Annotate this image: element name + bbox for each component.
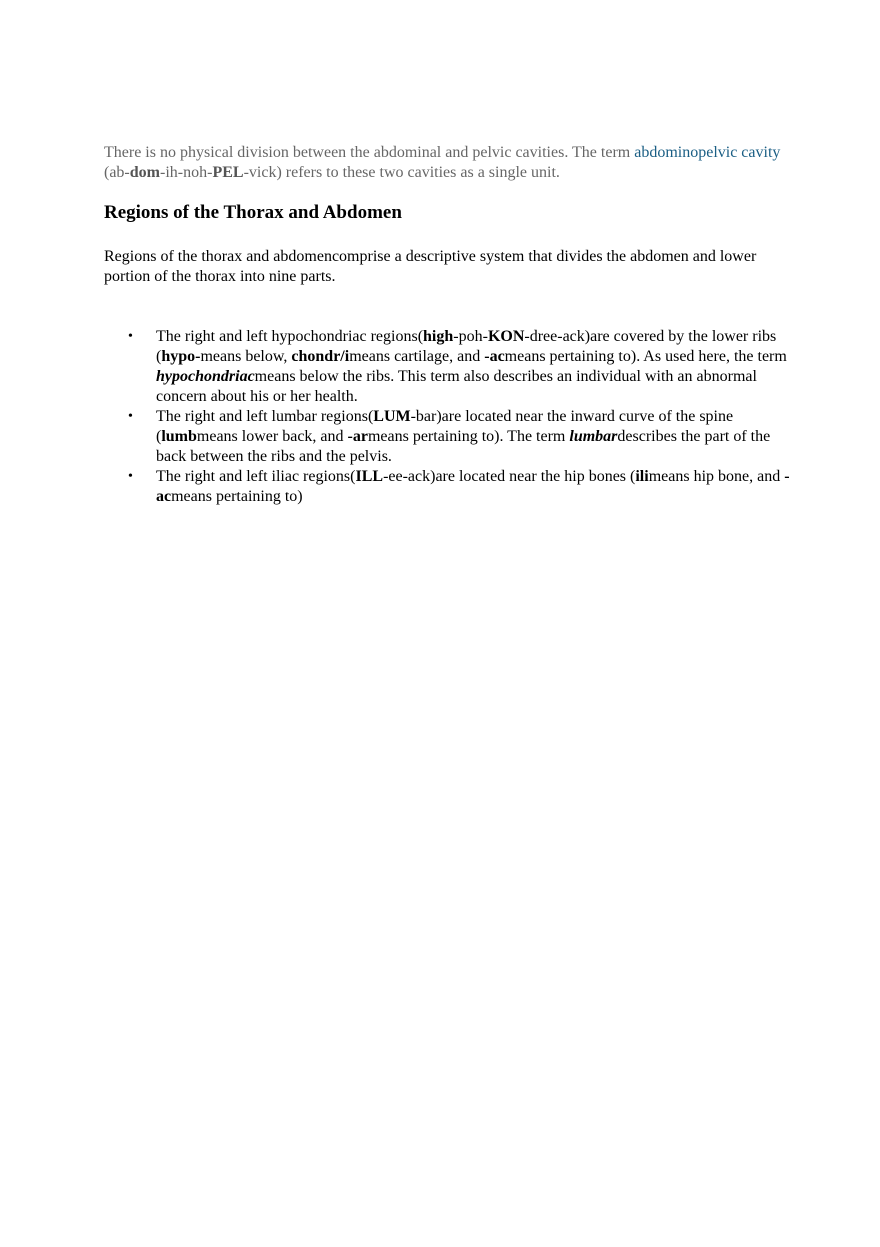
item-text: The right and left hypochondriac regions( [156, 328, 424, 345]
item-bold: KON [487, 328, 525, 345]
intro-text: -ih-noh- [160, 163, 213, 181]
intro-text: (ab- [104, 163, 130, 181]
item-bold-italic-term: lumbar [569, 428, 618, 445]
item-bold: lumb [161, 428, 197, 445]
item-bold: LUM [373, 408, 411, 425]
item-text: The right and left iliac regions( [156, 468, 356, 485]
list-item-lumbar [104, 407, 794, 467]
abdominopelvic-cavity-link[interactable]: abdominopelvic cavity [634, 144, 781, 161]
section-description: Regions of the thorax and abdomencomprise a descriptive system that divides the abdomen and lower portion of the thorax into nine parts. [104, 248, 757, 285]
pronunciation-stress: PEL [212, 163, 244, 181]
section-heading: Regions of the Thorax and Abdomen [104, 202, 402, 223]
item-bold: high [423, 328, 454, 345]
item-text: means lower back, and [196, 428, 348, 445]
item-text: means cartilage, and [349, 348, 485, 365]
item-bold: ili [635, 468, 649, 485]
item-text: means below, [200, 348, 292, 365]
item-text: describes the part of the back between the ribs and the pelvis. [156, 428, 771, 465]
item-text: means pertaining to) [171, 488, 303, 505]
item-text: means pertaining to). As used here, the term [504, 348, 787, 365]
item-bold-italic-term: hypochondriac [156, 368, 255, 385]
item-text: means below the ribs. This term also describes an individual with an abnormal concern about his or her health. [156, 368, 757, 405]
item-bold: -ar [347, 428, 368, 445]
item-bold: hypo- [161, 348, 201, 365]
item-bold: -ac [156, 468, 790, 505]
item-bold: ILL [355, 468, 384, 485]
item-text: -poh- [453, 328, 488, 345]
list-item-hypochondriac [104, 327, 794, 407]
item-bold: -ac [484, 348, 505, 365]
item-text: means hip bone, and [648, 468, 785, 485]
document-page [104, 143, 794, 507]
bullet-icon: • [128, 409, 133, 424]
bullet-icon: • [128, 329, 133, 344]
regions-list [104, 327, 794, 507]
item-text: -ee-ack)are located near the hip bones ( [383, 468, 636, 485]
item-text: The right and left lumbar regions( [156, 408, 374, 425]
bullet-icon: • [128, 469, 133, 484]
item-text: -dree-ack)are covered by the lower ribs ( [156, 328, 777, 365]
item-text: means pertaining to). The term [367, 428, 570, 445]
intro-text: -vick) refers to these two cavities as a single unit. [243, 163, 560, 181]
intro-paragraph [104, 143, 794, 182]
list-item-iliac [104, 467, 794, 507]
intro-text: There is no physical division between the abdominal and pelvic cavities. The term [104, 144, 635, 161]
pronunciation-stress: dom [129, 163, 160, 181]
item-text: -bar)are located near the inward curve of the spine ( [156, 408, 734, 445]
item-bold: chondr/i [291, 348, 350, 365]
